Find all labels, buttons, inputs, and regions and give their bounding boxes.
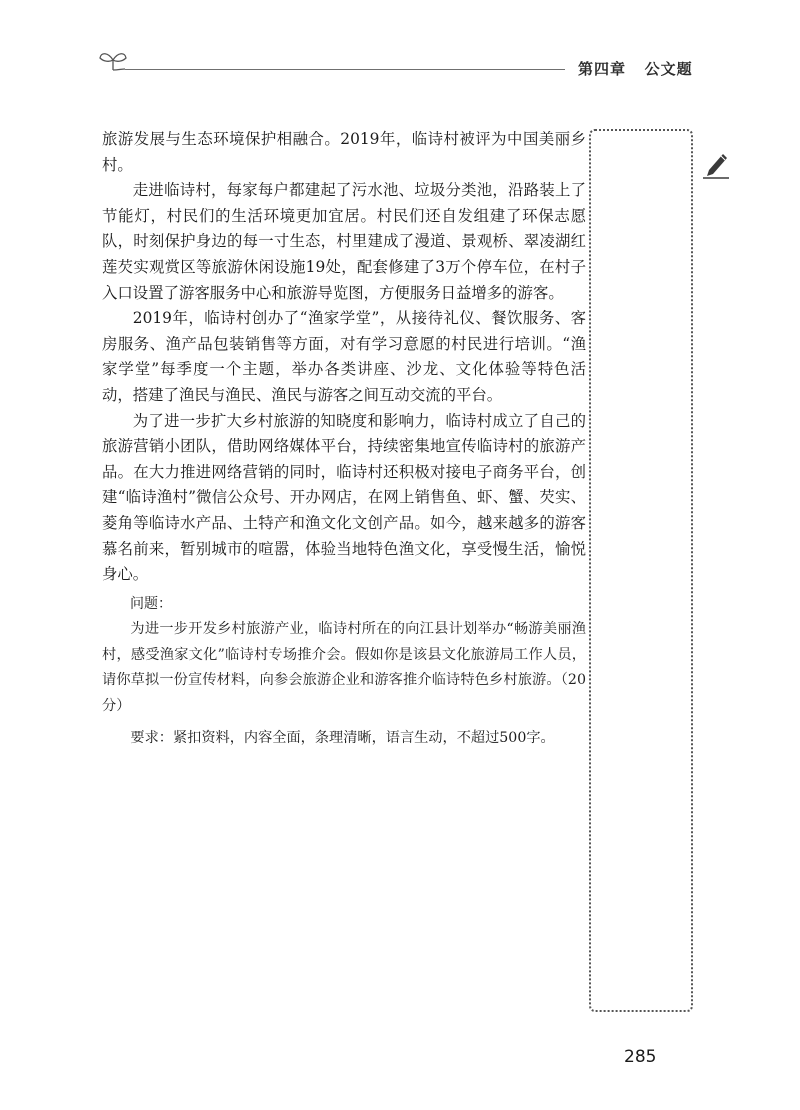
- main-content: [102, 127, 586, 751]
- requirement-text: 要求：紧扣资料，内容全面，条理清晰，语言生动，不超过500字。: [130, 729, 555, 746]
- page-number: 285: [624, 1047, 657, 1067]
- question-body: 为进一步开发乡村旅游产业，临诗村所在的向江县计划举办“畅游美丽渔村，感受渔家文化”临诗村专场推介会。假如你是该县文化旅游局工作人员，请你草拟一份宣传材料，向参会旅游企业和游客推介临诗特色乡村旅游。（20分）: [102, 621, 586, 715]
- sprout-icon: [98, 48, 128, 72]
- question-label: 问题：: [130, 595, 172, 612]
- paragraph: 为了进一步扩大乡村旅游的知晓度和影响力，临诗村成立了自己的旅游营销小团队，借助网络媒体平台，持续密集地宣传临诗村的旅游产品。在大力推进网络营销的同时，临诗村还积极对接电子商务平台，创建“临诗渔村”微信公众号、开办网店，在网上销售鱼、虾、蟹、芡实、菱角等临诗水产品、土特产和渔文化文创产品。如今，越来越多的游客慕名前来，暂别城市的喧嚣，体验当地特色渔文化，享受慢生活，愉悦身心。: [102, 411, 586, 584]
- paragraph: 旅游发展与生态环境保护相融合。2019年，临诗村被评为中国美丽乡村。: [102, 130, 586, 174]
- header-rule: [125, 69, 565, 70]
- paragraph: 2019年，临诗村创办了“渔家学堂”，从接待礼仪、餐饮服务、客房服务、渔产品包装销售等方面，对有学习意愿的村民进行培训。“渔家学堂”每季度一个主题，举办各类讲座、沙龙、文化体验等特色活动，搭建了渔民与渔民、渔民与游客之间互动交流的平台。: [102, 309, 586, 404]
- pencil-icon: [701, 148, 731, 180]
- chapter-title: 第四章 公文题: [578, 60, 693, 78]
- notes-margin-box: [589, 129, 693, 1012]
- paragraph: 走进临诗村，每家每户都建起了污水池、垃圾分类池，沿路装上了节能灯，村民们的生活环境更加宜居。村民们还自发组建了环保志愿队，时刻保护身边的每一寸生态，村里建成了漫道、景观桥、翠凌湖红莲芡实观赏区等旅游休闲设施19处，配套修建了3万个停车位，在村子入口设置了游客服务中心和旅游导览图，方便服务日益增多的游客。: [102, 181, 586, 302]
